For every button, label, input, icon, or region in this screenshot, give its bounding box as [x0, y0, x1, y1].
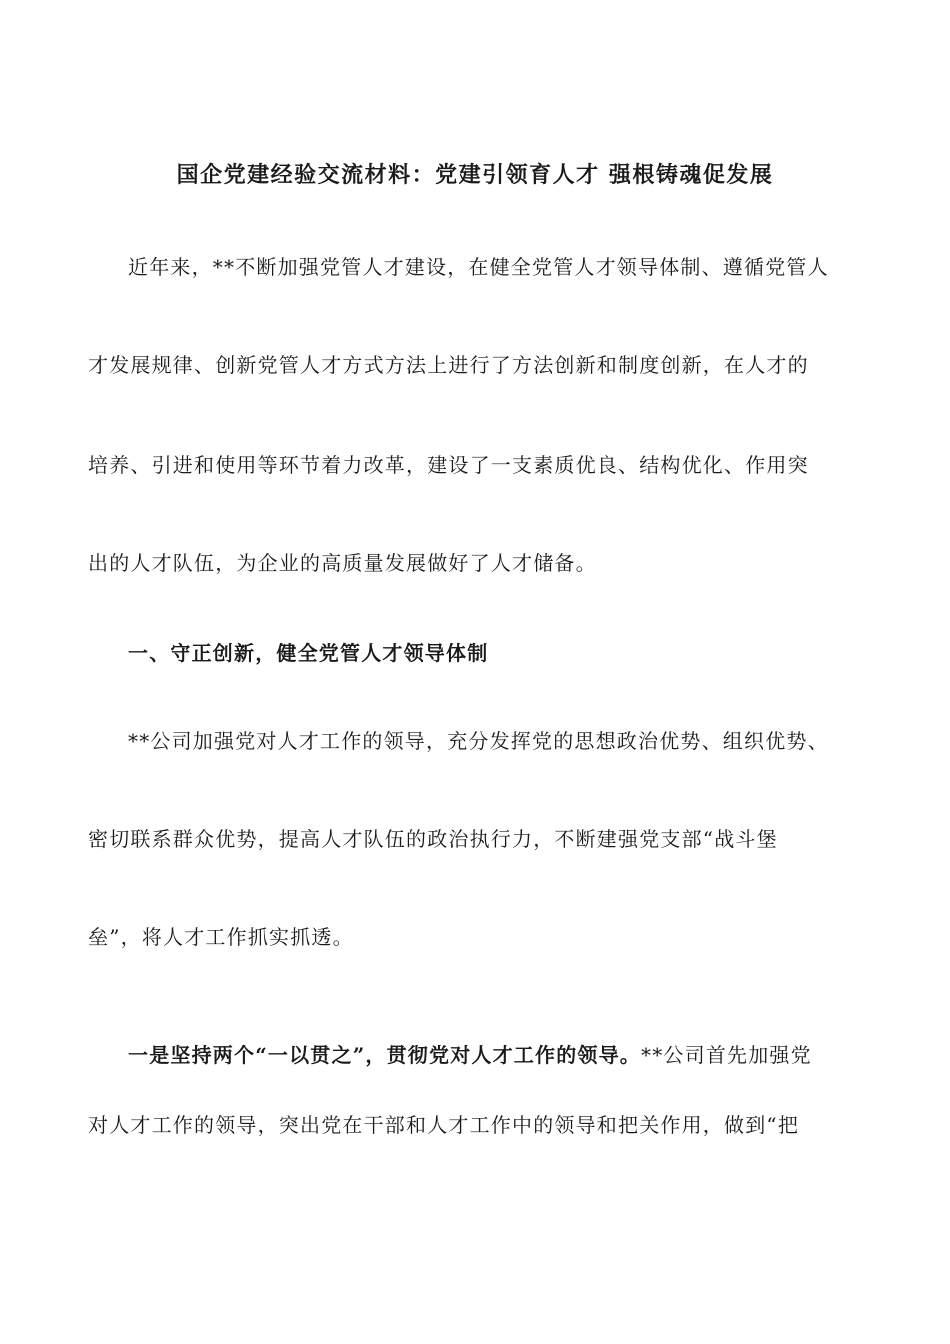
- para3-line1: [128, 1038, 812, 1072]
- para3-line1-rest: **公司首先加强党: [641, 1043, 812, 1067]
- para3-bold-lead: 一是坚持两个“一以贯之”，贯彻党对人才工作的领导。: [128, 1043, 642, 1067]
- para2-line3: 垒”，将人才工作抓实抓透。: [88, 925, 354, 949]
- para1-line1: 近年来，**不断加强党管人才建设，在健全党管人才领导体制、遵循党管人: [128, 255, 829, 279]
- para2-line2: 密切联系群众优势，提高人才队伍的政治执行力，不断建强党支部“战斗堡: [88, 827, 778, 851]
- para3-line2: 对人才工作的领导，突出党在干部和人才工作中的领导和把关作用，做到“把: [88, 1113, 800, 1137]
- para1-line2: 才发展规律、创新党管人才方式方法上进行了方法创新和制度创新，在人才的: [88, 353, 809, 377]
- document-title: 国企党建经验交流材料：党建引领育人才 强根铸魂促发展: [176, 162, 774, 188]
- para1-line4: 出的人才队伍，为企业的高质量发展做好了人才储备。: [88, 551, 597, 575]
- para2-line1: **公司加强党对人才工作的领导，充分发挥党的思想政治优势、组织优势、: [128, 729, 829, 753]
- para1-line3: 培养、引进和使用等环节着力改革，建设了一支素质优良、结构优化、作用突: [88, 453, 809, 477]
- section-heading-1: 一、守正创新，健全党管人才领导体制: [128, 641, 489, 665]
